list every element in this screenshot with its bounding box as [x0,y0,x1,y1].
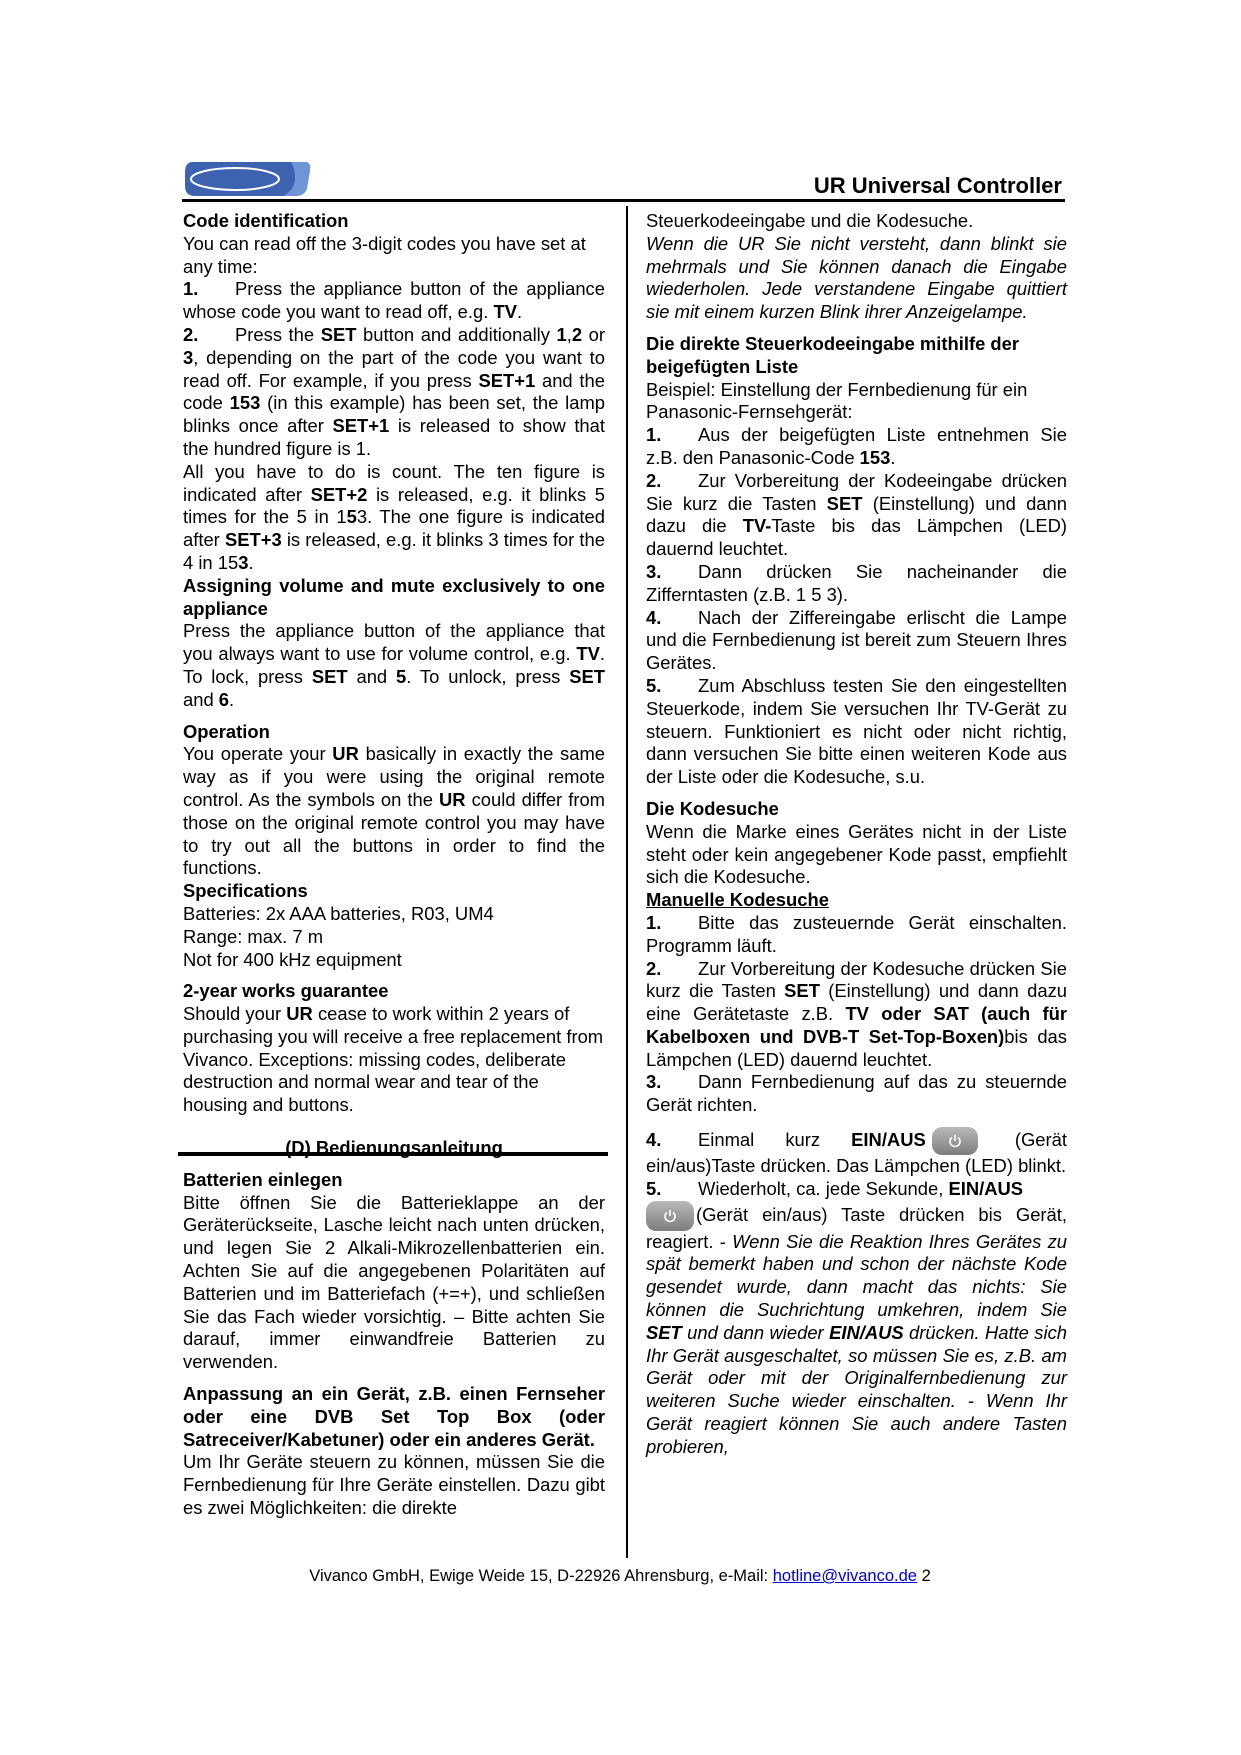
count-paragraph: All you have to do is count. The ten figure is indicated after SET+2 is released, e.g. it blinks 5 times for the 5 in 153. The one figure is indicated after SET+3 is released, e.g. it blinks 3 times for the 4 in 153. [183,460,605,573]
manual-step-1: 1. Bitte das zusteuernde Gerät einschalten. Programm läuft. [646,911,1067,956]
direct-entry-intro: Beispiel: Einstellung der Fernbedienung für ein Panasonic-Fernsehgerät: [646,378,1028,423]
left-column [183,210,605,1520]
guarantee-paragraph: Should your UR cease to work within 2 years of purchasing you will receive a free replacement from Vivanco. Exceptions: missing codes, deliberate destruction and normal wear and tear of the housing and buttons. [183,1003,604,1116]
manual-step-2: 2. Zur Vorbereitung der Kodesuche drücken Sie kurz die Tasten SET (Einstellung) und dann dazu eine Gerätetaste z.B. TV oder SAT (auch für Kabelboxen und DVB-T Set-Top-Boxen)bis das Lämpchen (LED) dauernd leuchtet. [646,957,1067,1070]
adaptation-title: Anpassung an ein Gerät, z.B. einen Fernseher oder eine DVB Set Top Box (oder Satreceiver/Kabetuner) oder ein anderes Gerät. [183,1383,605,1450]
header-rule [182,199,1065,202]
continued-italic: Wenn die UR Sie nicht versteht, dann blinkt sie mehrmals und Sie können danach die Eingabe wiederholen. Jede verstandene Eingabe quittiert sie mit einem kurzen Blink ihrer Anzeigelampe. [646,232,1067,323]
spec-line: Batteries: 2x AAA batteries, R03, UM4 [183,902,494,924]
direct-step-2: 2. Zur Vorbereitung der Kodeeingabe drücken Sie kurz die Tasten SET (Einstellung) und dann dazu die TV-Taste bis das Lämpchen (LED) dauernd leuchtet. [646,469,1067,560]
spec-line: Range: max. 7 m [183,925,324,947]
operation-paragraph: You operate your UR basically in exactly the same way as if you were using the original remote control. As the symbols on the UR could differ from those on the original remote control you may have to try out all the buttons in order to find the functions. [183,743,605,879]
volume-title: Assigning volume and mute exclusively to one appliance [183,574,605,619]
direct-entry-title: Die direkte Steuerkodeeingabe mithilfe der beigefügten Liste [646,332,1020,377]
guarantee-title: 2-year works guarantee [183,980,389,1002]
direct-step-3: 3. Dann drücken Sie nacheinander die Zifferntasten (z.B. 1 5 3). [646,560,1067,605]
volume-paragraph: Press the appliance button of the appliance that you always want to use for volume control, e.g. TV. To lock, press SET and 5. To unlock, press SET and 6. [183,620,605,710]
power-button-icon [932,1127,978,1155]
code-search-paragraph: Wenn die Marke eines Gerätes nicht in der Liste steht oder kein angegebener Kode passt, empfiehlt sich die Kodesuche. [646,820,1067,888]
vivanco-logo [183,160,313,198]
logo-graphic [183,160,313,198]
column-divider [626,206,628,1558]
manual-step-3: 3. Dann Fernbedienung auf das zu steuernde Gerät richten. [646,1071,1067,1116]
manual-step-4: 4. Einmal kurz EIN/AUS (Gerät ein/aus)Taste drücken. Das Lämpchen (LED) blinkt. [646,1128,1067,1177]
code-search-title: Die Kodesuche [646,797,779,819]
continued-line: Steuerkodeeingabe und die Kodesuche. [646,210,974,231]
document-title: UR Universal Controller [813,173,1062,198]
german-section-heading: (D) Bedienungsanleitung [285,1137,503,1159]
right-column [646,210,1067,1459]
power-button-icon [646,1201,694,1231]
direct-step-5: 5. Zum Abschluss testen Sie den eingestellten Steuerkode, indem Sie versuchen Ihr TV-Gerät zu steuern. Funktioniert es nicht oder nicht richtig, dann versuchen Sie bitte einen weiteren Kode aus der Liste oder die Kodesuche, s.u. [646,674,1067,788]
specifications-title: Specifications [183,880,308,902]
manual-search-title: Manuelle Kodesuche [646,889,829,911]
footer [180,1567,1060,1586]
direct-step-1: 1. Aus der beigefügten Liste entnehmen Sie z.B. den Panasonic-Code 153. [646,424,1067,468]
manual-step-5: 5. Wiederholt, ca. jede Sekunde, EIN/AUS (Gerät ein/aus) Taste drücken bis Gerät, reagiert. - Wenn Sie die Reaktion Ihres Gerätes zu spät bemerkt haben und schon der nächste Kode gesendet wurde, dann macht das nichts: Sie können die Suchrichtung umkehren, indem Sie SET und dann wieder EIN/AUS drücken. Hatte sich Ihr Gerät ausgeschaltet, so müssen Sie es, z.B. am Gerät oder mit der Originalfernbedienung zur weiteren Suche wieder einschalten. - Wenn Ihr Gerät reagiert können Sie auch andere Tasten probieren, [646,1177,1067,1457]
operation-title: Operation [183,720,270,742]
footer-address: Vivanco GmbH, Ewige Weide 15, D-22926 Ahrensburg, e-Mail: [309,1567,773,1585]
code-id-title: Code identification [183,210,349,231]
batteries-paragraph: Bitte öffnen Sie die Batterieklappe an der Geräterückseite, Lasche leicht nach unten drücken, und legen Sie 2 Alkali-Mikrozellenbatterien ein. Achten Sie auf die angegebenen Polaritäten auf Batterien und im Batteriefach (+=+), und schließen Sie das Fach wieder vorsichtig. – Bitte achten Sie darauf, immer einwandfreie Batterien zu verwenden. [183,1191,605,1373]
step-1: 1. Press the appliance button of the appliance whose code you want to read off, e.g. TV. [183,278,605,323]
adaptation-paragraph: Um Ihr Geräte steuern zu können, müssen Sie die Fernbedienung für Ihre Geräte einstellen. Dazu gibt es zwei Möglichkeiten: die direkte [183,1451,605,1519]
direct-step-4: 4. Nach der Ziffereingabe erlischt die Lampe und die Fernbedienung ist bereit zum Steuern Ihres Gerätes. [646,606,1067,674]
email-link[interactable]: hotline@vivanco.de [772,1567,917,1585]
page-number: 2 [916,1567,931,1585]
code-id-intro: You can read off the 3-digit codes you have set at any time: [183,232,586,277]
step-2: 2. Press the SET button and additionally 1,2 or 3, depending on the part of the code you want to read off. For example, if you press SET+1 and the code 153 (in this example) has been set, the lamp blinks once after SET+1 is released to show that the hundred figure is 1. [183,323,605,459]
batteries-title: Batterien einlegen [183,1168,343,1190]
spec-line: Not for 400 kHz equipment [183,948,402,970]
